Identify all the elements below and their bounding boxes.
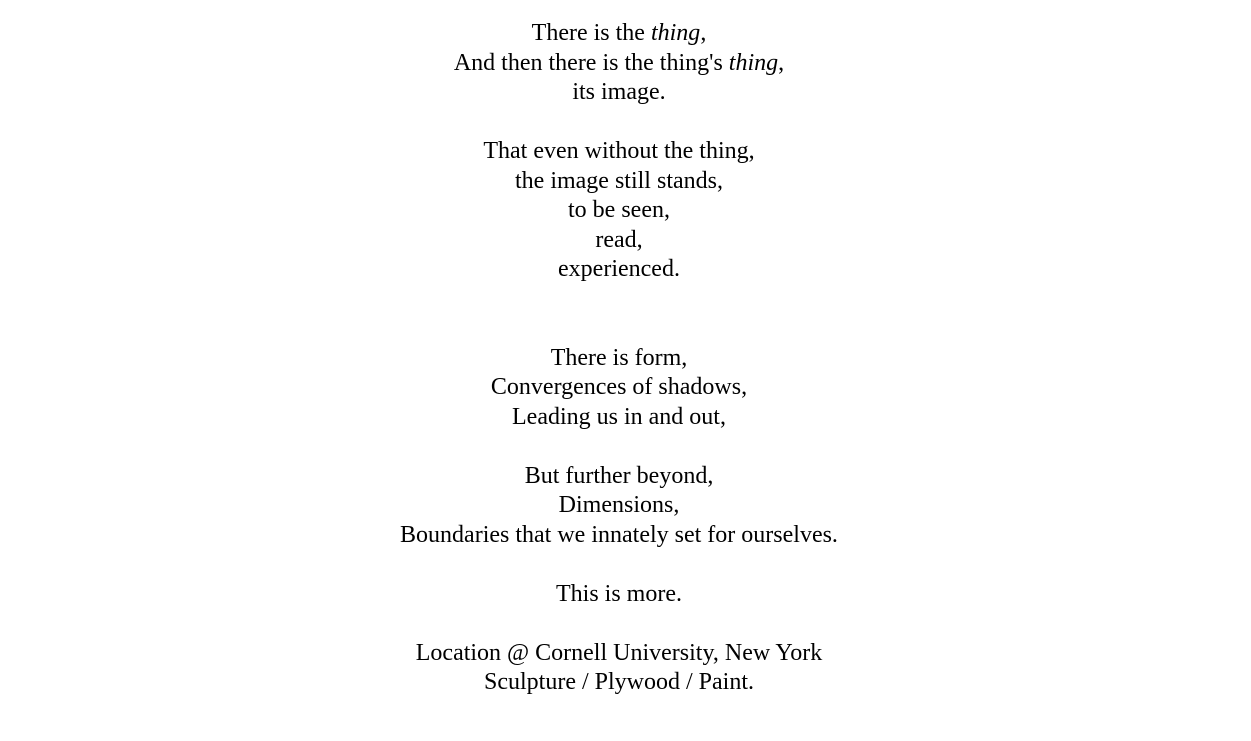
stanza2-line2: the image still stands,	[515, 167, 723, 194]
stanza3-line2: Convergences of shadows,	[490, 374, 748, 400]
stanza3-line3: Leading us in and out,	[512, 403, 726, 430]
stanza-break	[0, 108, 1238, 138]
stanza4-line1: But further beyond,	[524, 462, 714, 489]
emphasis-thing: thing	[650, 20, 701, 46]
stanza1-line2: And then there is the thing's thing,	[453, 49, 785, 76]
credits-materials: Sculpture / Plywood / Paint.	[484, 669, 754, 695]
credits-location: Location @ Cornell University, New York	[415, 639, 823, 666]
stanza4-line3: Boundaries that we innately set for ourselves.	[400, 521, 838, 548]
stanza-break	[0, 550, 1238, 580]
stanza2-line3: to be seen,	[568, 197, 670, 223]
emphasis-thing: thing	[728, 49, 779, 76]
stanza3-line1: There is form,	[550, 344, 688, 371]
stanza2-line4: read,	[595, 226, 643, 253]
stanza1-line3: its image.	[572, 79, 666, 105]
stanza-break	[0, 285, 1238, 315]
stanza2-line1: That even without the thing,	[483, 138, 755, 164]
stanza2-line5: experienced.	[558, 256, 680, 282]
stanza1-line1: There is the thing,	[531, 20, 707, 46]
stanza-break	[0, 314, 1238, 344]
stanza5-line1: This is more.	[556, 580, 682, 607]
stanza-break	[0, 609, 1238, 639]
poem-text	[0, 19, 1238, 698]
stanza4-line2: Dimensions,	[558, 492, 680, 518]
stanza-break	[0, 432, 1238, 462]
